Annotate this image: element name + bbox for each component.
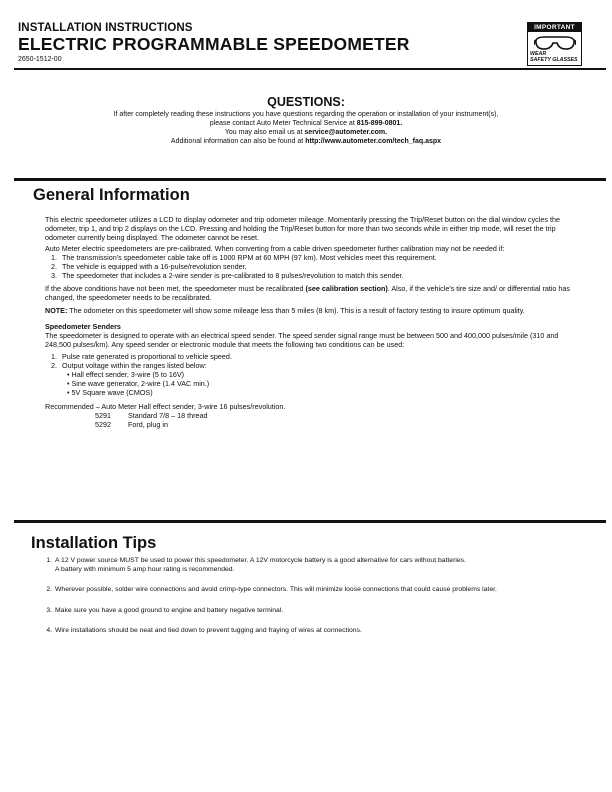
phone-number: 815-899-0801. — [356, 120, 403, 127]
item-number: 3. — [46, 606, 52, 614]
list-item — [45, 262, 585, 271]
table-row — [95, 420, 585, 429]
item-text: Wherever possible, solder wire connections and avoid crimp-type connectors. This will minimize loose connections that could cause problems later. — [55, 586, 497, 593]
tips-heading: Installation Tips — [31, 534, 157, 552]
general-para-2: Auto Meter electric speedometers are pre-calibrated. When converting from a cable driven speedometer further calibration may not be needed if: — [45, 244, 505, 253]
badge-line-1: WEAR — [530, 51, 547, 57]
questions-email-text: You may also email us at — [224, 129, 305, 136]
item-text: A 12 V power source MUST be used to power this speedometer. A 12V motorcycle battery is a good alternative for cars without batteries. — [55, 557, 466, 564]
questions-line-1: If after completely reading these instructions you have questions regarding the operation or installation of your instrument(s), — [113, 111, 499, 118]
general-para-1: This electric speedometer utilizes a LCD to display odometer and trip odometer mileage. Momentarily pressing the Trip/Reset button on the dial window cycles the odometer, trip 1, and trip 2 displays on the LCD. Pressing and holding the Trip/Reset button for more than two seconds while in either trip mode, will reset the trip odometer currently being displayed. The odometer cannot be reset. — [45, 215, 560, 242]
questions-line-4 — [0, 138, 612, 145]
item-number: 1. — [51, 352, 57, 361]
general-para-3 — [45, 284, 585, 302]
list-item — [45, 271, 585, 280]
part-desc-cell: Ford, plug in — [128, 420, 168, 429]
safety-glasses-badge — [527, 22, 582, 66]
note-text: The odometer on this speedometer will show some mileage less than 5 miles (8 km). This is a result of factory testing to insure optimum quality. — [67, 306, 525, 315]
calibration-section-ref: (see calibration section) — [305, 284, 388, 293]
list-item — [45, 361, 585, 370]
item-text: Pulse rate generated is proportional to vehicle speed. — [62, 352, 232, 361]
senders-para: The speedometer is designed to operate with an electrical speed sender. The speed sender signal range must be between 500 and 400,000 pulses/mile (310 and 248,500 pulses/km). Any speed sender or electronic module that meets the following two conditions can be used: — [45, 331, 559, 349]
list-item — [45, 607, 590, 616]
sender-part-table — [45, 411, 585, 429]
bullet-item: • Sine wave generator, 2-wire (1.4 VAC min.) — [67, 379, 210, 388]
output-voltage-bullets — [45, 370, 585, 397]
para3-text: If the above conditions have not been met, the speedometer must be recalibrated — [45, 284, 306, 293]
para3-text-end: . Also, if the vehicle's tire size and/ or differential ratio has changed, the speedometer needs to be recalibrated. — [45, 284, 571, 302]
item-text: Make sure you have a good ground to engine and battery negative terminal. — [55, 606, 284, 614]
item-number: 3. — [51, 271, 57, 280]
header-rule — [14, 68, 606, 70]
table-row — [95, 411, 585, 420]
part-number: 2650-1512-00 — [18, 56, 62, 63]
general-heading: General Information — [33, 186, 190, 204]
item-number: 1. — [46, 557, 52, 564]
item-text: The speedometer that includes a 2-wire sender is pre-calibrated to 8 pulses/revolution to match this sender. — [62, 271, 404, 280]
bullet-item: • Hall effect sender, 3-wire (5 to 16V) — [67, 370, 185, 379]
part-number-cell: 5291 — [95, 411, 111, 420]
item-text: The transmission's speedometer cable take off is 1000 RPM at 60 MPH (97 km). Most vehicles meet this requirement. — [62, 253, 437, 262]
item-text: The vehicle is equipped with a 16-pulse/revolution sender. — [62, 262, 247, 271]
sender-conditions-list — [45, 352, 585, 370]
badge-wear-text — [530, 51, 578, 63]
part-desc-cell: Standard 7/8 – 18 thread — [128, 411, 208, 420]
recommended-sender: Recommended – Auto Meter Hall effect sender, 3-wire 16 pulses/revolution. — [45, 402, 286, 411]
item-text-continued: A battery with minimum 5 amp hour rating is recommended. — [55, 565, 235, 573]
item-number: 2. — [46, 586, 52, 593]
item-number: 4. — [46, 627, 52, 634]
badge-line-2: SAFETY GLASSES — [530, 57, 578, 63]
section-rule-tips — [14, 520, 606, 523]
email-link[interactable]: service@autometer.com. — [304, 129, 388, 136]
tips-list — [45, 557, 590, 636]
item-number: 2. — [51, 361, 57, 370]
list-item — [45, 586, 590, 595]
item-number: 2. — [51, 262, 57, 271]
doc-kicker: INSTALLATION INSTRUCTIONS — [18, 22, 193, 34]
note-label: NOTE: — [45, 306, 68, 315]
list-item — [45, 627, 590, 636]
bullet-item: • 5V Square wave (CMOS) — [67, 388, 153, 397]
item-number: 1. — [51, 253, 57, 262]
questions-title: QUESTIONS: — [267, 95, 345, 109]
section-rule-general — [14, 178, 606, 181]
list-item — [45, 253, 585, 262]
item-text: Output voltage within the ranges listed below: — [62, 361, 207, 370]
faq-url-link[interactable]: http://www.autometer.com/tech_faq.aspx — [305, 138, 442, 145]
general-note — [45, 306, 585, 315]
questions-contact-text: please contact Auto Meter Technical Service at — [209, 120, 357, 127]
general-body — [45, 215, 585, 429]
list-item — [45, 557, 590, 574]
senders-heading: Speedometer Senders — [45, 322, 121, 331]
badge-important-label: IMPORTANT — [528, 23, 581, 32]
calibration-conditions-list — [45, 253, 585, 280]
list-item — [45, 352, 585, 361]
questions-url-text: Additional information can also be found at — [170, 138, 306, 145]
item-text: Wire installations should be neat and tied down to prevent tugging and fraying of wires at connections. — [55, 627, 362, 634]
part-number-cell: 5292 — [95, 420, 111, 429]
questions-line-2 — [0, 120, 612, 127]
questions-line-3 — [0, 129, 612, 136]
doc-title: ELECTRIC PROGRAMMABLE SPEEDOMETER — [18, 34, 410, 54]
